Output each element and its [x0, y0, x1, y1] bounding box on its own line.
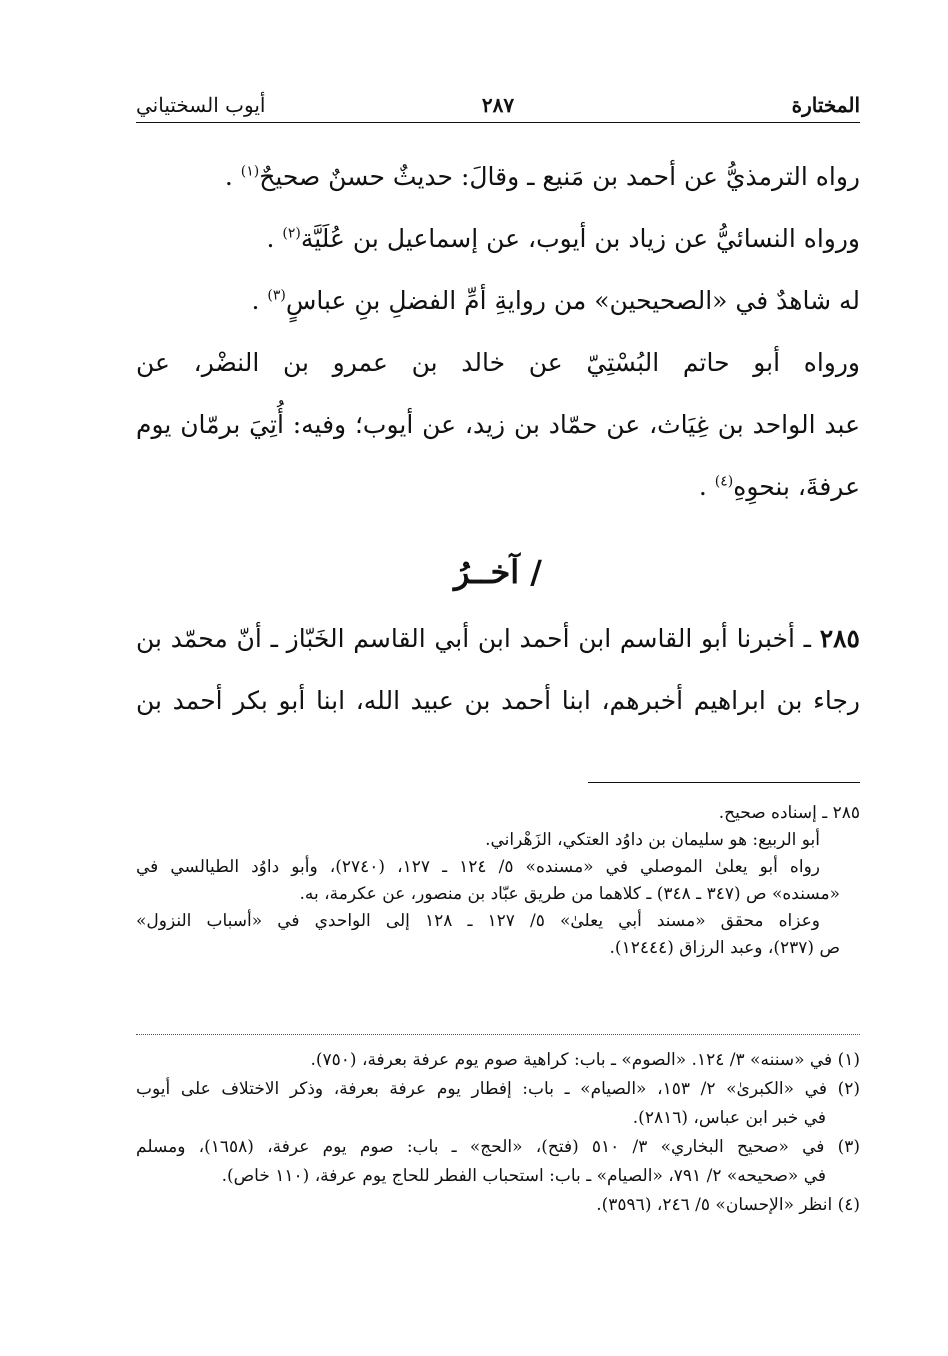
takhrij-notes	[136, 800, 860, 962]
takhrij-line: رواه أبو يعلىٰ الموصلي في «مسنده» ٥/ ١٢٤ ـ ١٢٧، (٢٧٤٠)، وأبو داوُد الطيالسي في	[136, 857, 820, 877]
paragraph-busti-line-2: عبد الواحد بن غِيَاث، عن حمّاد بن زيد، عن أيوب؛ وفيه: أُتِيَ برمّان يوم	[136, 410, 860, 439]
footnotes	[136, 1046, 860, 1220]
header-chapter-title: أيوب السختياني	[136, 93, 266, 117]
takhrij-line: «مسنده» ص (٣٤٧ ـ ٣٤٨) ـ كلاهما من طريق عبّاد بن منصور، عن عكرمة، به.	[299, 884, 840, 904]
hadith-line-1	[136, 608, 860, 670]
book-page	[136, 88, 860, 1308]
section-heading: / آخــرُ	[454, 553, 542, 591]
takhrij-line: ص (٢٣٧)، وعبد الرزاق (١٢٤٤٤).	[609, 938, 840, 958]
paragraph-text: له شاهدٌ في «الصحيحين» من روايةِ أمِّ الفضلِ بنِ عباسٍ	[285, 286, 860, 315]
footnote-marker: (١)	[240, 163, 260, 180]
takhrij-line: ٢٨٥ ـ إسناده صحيح.	[718, 803, 860, 823]
takhrij-divider	[588, 782, 860, 783]
main-text	[136, 146, 860, 732]
takhrij-line: أبو الربيع: هو سليمان بن داوُد العتكي، الزَهْراني.	[485, 830, 820, 850]
hadith-text: ـ أخبرنا أبو القاسم ابن أحمد ابن أبي القاسم الخَبّاز ـ أنّ محمّد بن	[136, 624, 811, 653]
paragraph-text: ورواه النسائيُّ عن زياد بن أيوب، عن إسماعيل بن عُلَيَّة	[300, 224, 860, 253]
paragraph-text: رواه الترمذيُّ عن أحمد بن مَنيع ـ وقالَ: حديثٌ حسنٌ صحيحٌ	[259, 162, 860, 191]
paragraph-busti-line-1: ورواه أبو حاتم البُسْتِيّ عن خالد بن عمرو بن النضْر، عن	[136, 348, 860, 377]
footnotes-divider	[136, 1034, 860, 1035]
footnote-marker: (٤)	[714, 473, 734, 490]
paragraph-busti-line-3: عرفةَ، بنحوِهِ$^{(٤)}$ .	[698, 472, 860, 501]
running-header	[136, 88, 860, 123]
header-book-title: المختارة	[791, 93, 860, 117]
footnote-4: (٤) انظر «الإحسان» ٥/ ٢٤٦، (٣٥٩٦).	[596, 1195, 860, 1215]
paragraph-nasai: ورواه النسائيُّ عن زياد بن أيوب، عن إسماعيل بن عُلَيَّة$^{(٢)}$ .	[266, 224, 860, 253]
footnote-1: (١) في «سننه» ٣/ ١٢٤. «الصوم» ـ باب: كراهية صوم يوم عرفة بعرفة، (٧٥٠).	[310, 1050, 860, 1070]
paragraph-shahid: له شاهدٌ في «الصحيحين» من روايةِ أمِّ الفضلِ بنِ عباسٍ$^{(٣)}$ .	[251, 286, 860, 315]
footnote-marker: (٢)	[282, 225, 301, 242]
footnote-3-continued: في «صحيحه» ٢/ ٧٩١، «الصيام» ـ باب: استحباب الفطر للحاج يوم عرفة، (١١٠ خاص).	[221, 1166, 826, 1186]
paragraph-text: عرفةَ، بنحوِهِ	[733, 472, 860, 501]
footnote-2-continued: في خبر ابن عباس، (٢٨١٦).	[632, 1108, 826, 1128]
footnote-2: (٢) في «الكبرىٰ» ٢/ ١٥٣، «الصيام» ـ باب: إفطار يوم عرفة بعرفة، وذكر الاختلاف على أيوب	[136, 1079, 860, 1099]
hadith-line-2: رجاء بن ابراهيم أخبرهم، ابنا أحمد بن عبيد الله، ابنا أبو بكر أحمد بن	[136, 686, 860, 715]
footnote-3: (٣) في «صحيح البخاري» ٣/ ٥١٠ (فتح)، «الحج» ـ باب: صوم يوم عرفة، (١٦٥٨)، ومسلم	[136, 1137, 860, 1157]
hadith-number: ٢٨٥	[819, 624, 860, 653]
footnote-marker: (٣)	[267, 287, 286, 304]
paragraph-tirmidhi: رواه الترمذيُّ عن أحمد بن مَنيع ـ وقالَ: حديثٌ حسنٌ صحيحٌ$^{(١)}$ .	[224, 162, 860, 191]
takhrij-line: وعزاه محقق «مسند أبي يعلىٰ» ٥/ ١٢٧ ـ ١٢٨ إلى الواحدي في «أسباب النزول»	[136, 911, 820, 931]
page-number: ٢٨٧	[481, 93, 515, 117]
